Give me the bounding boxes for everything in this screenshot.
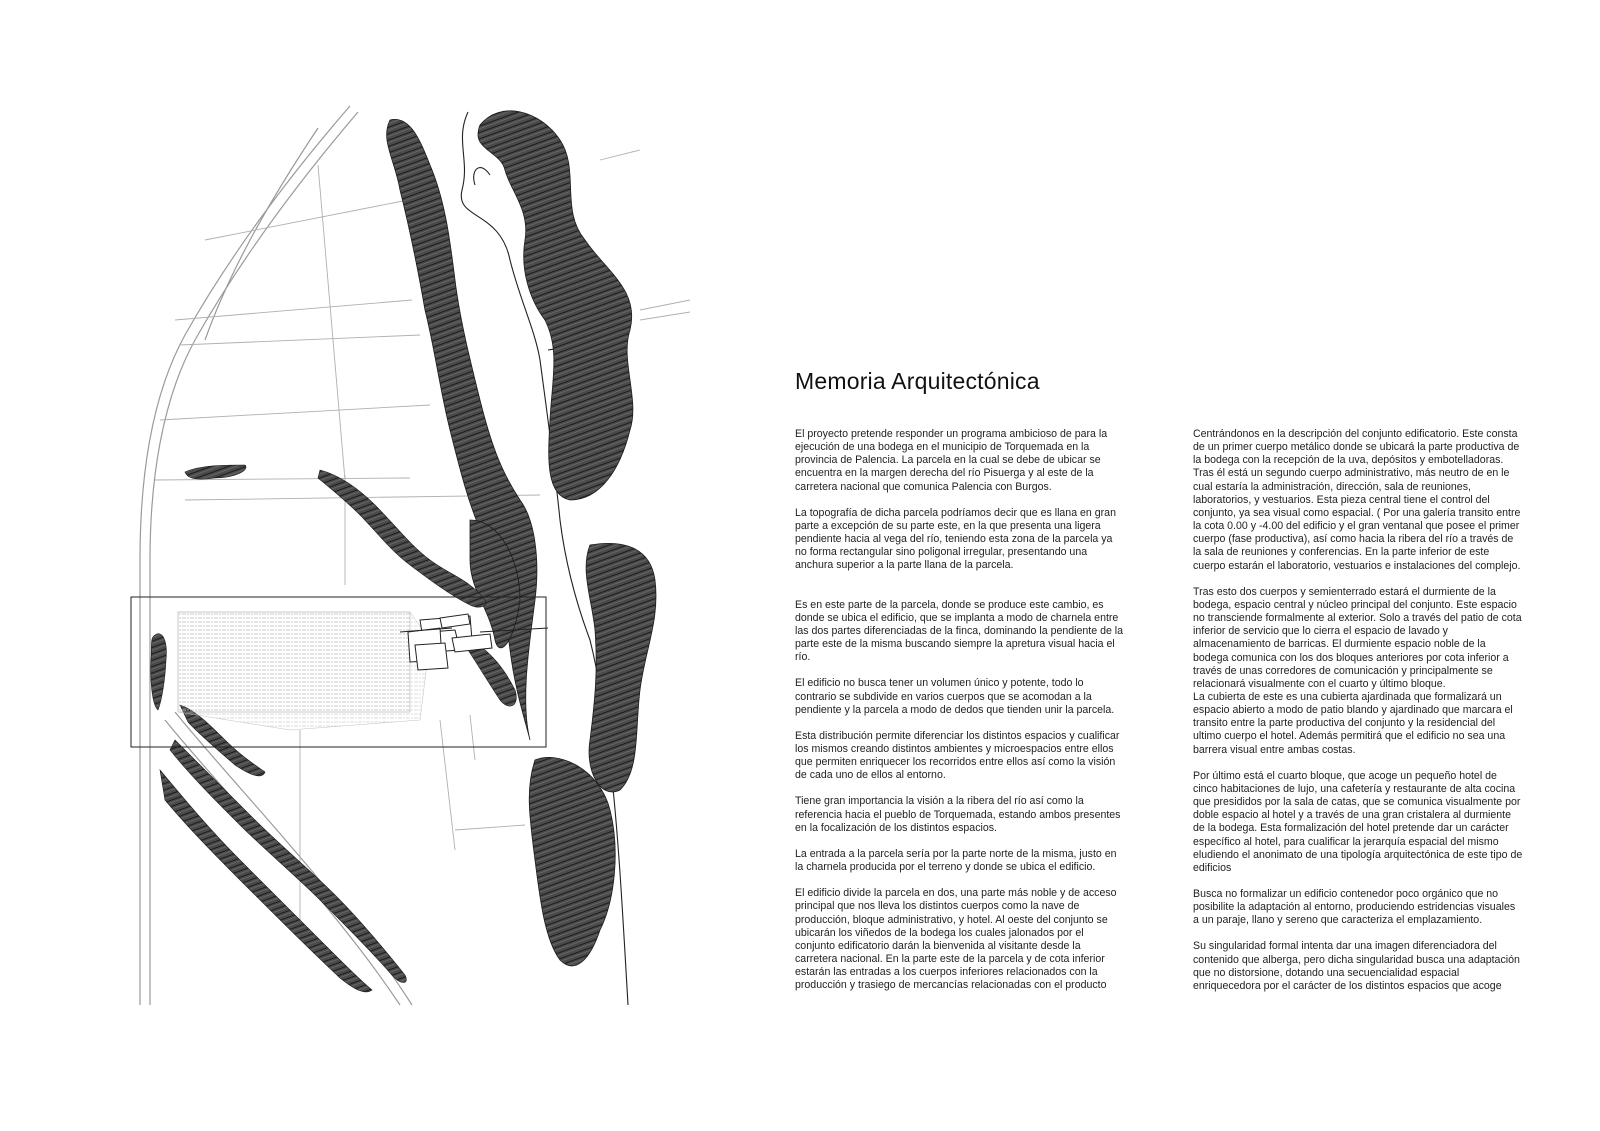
paragraph: Centrándonos en la descripción del conjunto edificatorio. Este consta de un primer cuerpo metálico donde se ubicará la parte productiva de la bodega con la recepción de la uva, depósitos y embotelladoras. Tras él está un segundo cuerpo administrativo, más neutro de en le cual estaría la administración, dirección, sala de reuniones, laboratorios, y vestuarios. Esta pieza central tiene el control del conjunto, ya sea visual como espacial. ( Por una galería transito entre la cota 0.00 y -4.00 del edificio y el gran ventanal que posee el primer cuerpo (fase productiva), así como hacia la ribera del río a través de la sala de reuniones y conferencias. En la parte inferior de este cuerpo estarán el laboratorio, vestuarios e instalaciones del complejo. — [1193, 428, 1521, 572]
page-title: Memoria Arquitectónica — [795, 368, 1040, 394]
site-plan-drawing — [0, 0, 760, 1131]
paragraph: La topografía de dicha parcela podríamos decir que es llana en gran parte a excepción de su parte este, en la que presenta una ligera pendiente hacia al vega del río, teniendo esta zona de la parcela ya no forma rectangular sino poligonal irregular, presentando una anchura superior a la parte llana de la parcela. — [795, 506, 1116, 572]
paragraph: Es en este parte de la parcela, donde se produce este cambio, es donde se ubica el edificio, que se implanta a modo de charnela entre las dos partes diferenciadas de la finca, dominando la pendiente de la parte este de la misma buscando siempre la apretura visual hacia el río. — [795, 598, 1124, 664]
vineyard-field-outline — [178, 612, 430, 730]
tree-rows — [151, 465, 517, 992]
paragraph: Busca no formalizar un edificio contenedor poco orgánico que no posibilite la adaptación al entorno, produciendo estridencias visuales a un paraje, llano y sereno que caracteriza el emplazamiento. — [1193, 888, 1516, 927]
paragraph: El edificio divide la parcela en dos, una parte más noble y de acceso principal que nos lleva los distintos cuerpos como la nave de producción, bloque administrativo, y hotel. Al oeste del conjunto se ubicarán los viñedos de la bodega los cuales jalonados por el conjunto edificatorio darán la bienvenida al visitante desde la carretera nacional. En la parte este de la parcela y de cota inferior estarán las entradas a los cuerpos inferiores relacionados con la producción y trasiego de mercancías relacionadas con el producto — [795, 887, 1117, 992]
text-column-left — [795, 428, 1125, 1005]
riverside-vegetation — [387, 111, 656, 966]
paragraph: La entrada a la parcela sería por la parte norte de la misma, justo en la charnela producida por el terreno y donde se ubica el edificio. — [795, 847, 1117, 874]
paragraph: La cubierta de este es una cubierta ajardinada que formalizará un espacio abierto a modo de patio blando y ajardinado que marcara el transito entre la parte productiva del conjunto y la residencial del ultimo cuerpo el hotel. Además permitirá que el edificio no sea una barrera visual entre ambas costas. — [1193, 690, 1513, 756]
paragraph: Esta distribución permite diferenciar los distintos espacios y cualificar los mismos creando distintos ambientes y microespacios entre ellos que permiten enriquecer los recorridos entre ellos así como la visión de cada uno de ellos al entorno. — [795, 729, 1120, 782]
paragraph: Su singularidad formal intenta dar una imagen diferenciadora del contenido que alberga, pero dicha singularidad busca una adaptación que no distorsione, dotando una secuencialidad espacial enriquecedora por el carácter de los distintos espacios que acoge — [1193, 940, 1520, 992]
paragraph: Tras esto dos cuerpos y semienterrado estará el durmiente de la bodega, espacio central y núcleo principal del conjunto. Este espacio no transciende formalmente al exterior. Solo a través del patio de cota inferior de servicio que lo cierra el espacio de lavado y almacenamiento de barricas. El durmiente espacio noble de la bodega comunica con los dos bloques anteriores por cota inferior a través de unas corredores de comunicación y principalmente se relacionará visualmente con el cuarto y último bloque. — [1193, 585, 1522, 690]
text-column-right — [1193, 428, 1523, 1006]
paragraph: Tiene gran importancia la visión a la ribera del río así como la referencia hacia el pueblo de Torquemada, estando ambos presentes en la focalización de los distintos espacios. — [795, 795, 1121, 834]
paragraph: Por último está el cuarto bloque, que acoge un pequeño hotel de cinco habitaciones de lujo, una cafetería y restaurante de alta cocina que presididos por la sala de catas, que se comunica visualmente por doble espacio al hotel y a través de una gran cristalera al durmiente de la bodega. Esta formalización del hotel pretende dar un carácter específico al hotel, para cualificar la jerarquía espacial del mismo eludiendo el anonimato de una tipología arquitectónica de este tipo de edificios — [1193, 769, 1523, 874]
paragraph: El edificio no busca tener un volumen único y potente, todo lo contrario se subdivide en varios cuerpos que se acomodan a la pendiente y la parcela a modo de dedos que tienden unir la parcela. — [795, 677, 1115, 716]
national-road — [140, 106, 412, 1005]
paragraph: El proyecto pretende responder un programa ambicioso de para la ejecución de una bodega en el municipio de Torquemada en la provincia de Palencia. La parcela en la cual se debe de ubicar se encuentra en la margen derecha del río Pisuerga y al este de la carretera nacional que comunica Palencia con Burgos. — [795, 428, 1108, 493]
